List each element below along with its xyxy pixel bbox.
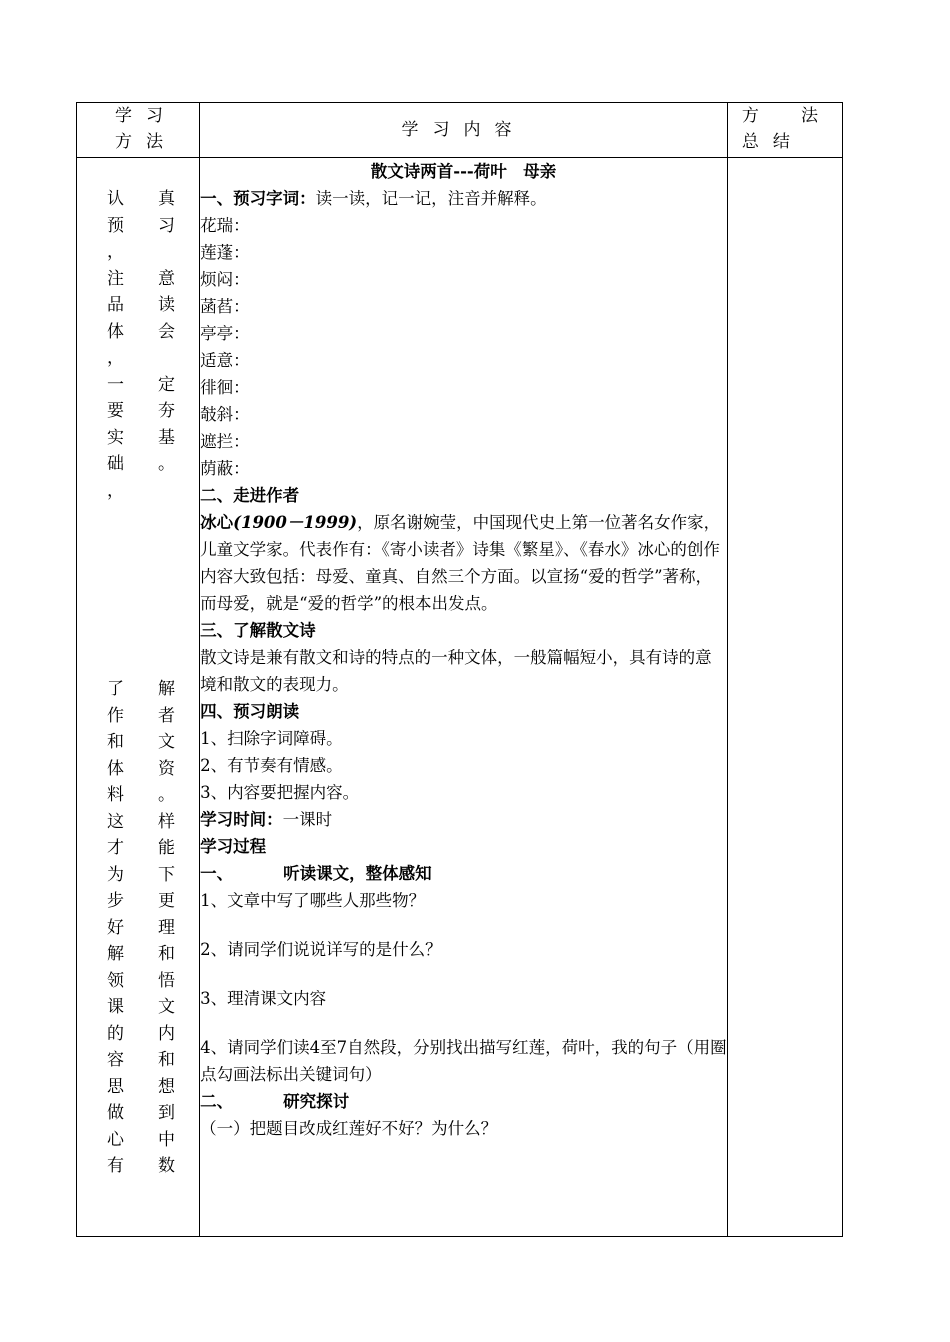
- question-3: 3、理清课文内容: [200, 989, 327, 1008]
- side-note-row: [77, 729, 175, 756]
- question-4: 4、请同学们读4至7自然段，分别找出描写红莲，荷叶，我的句子（用圈点勾画法标出关键词句）: [200, 1038, 727, 1084]
- side-note-row: [77, 319, 175, 346]
- study-time-value: 一课时: [282, 810, 333, 829]
- side-note-char: 资: [158, 758, 175, 779]
- side-note-char: 理: [158, 917, 175, 938]
- side-note-char: 中: [158, 1129, 175, 1150]
- side-note-char: 一: [107, 374, 124, 395]
- section2-heading: 二、走进作者: [200, 486, 300, 505]
- side-note-char: 意: [158, 268, 175, 289]
- side-note-char: 文: [158, 732, 175, 752]
- side-note-char: 容: [107, 1050, 124, 1070]
- side-note-char: 料: [107, 785, 124, 805]
- side-note-char: 。: [158, 454, 175, 474]
- side-note-char: 和: [158, 1050, 175, 1070]
- question-5: （一）把题目改成红莲好不好？为什么？: [200, 1119, 498, 1138]
- side-note-row: [77, 968, 175, 995]
- header-col1-line2: 方法: [115, 132, 177, 152]
- side-note-row: [77, 809, 175, 836]
- process-step-1-num: 一、: [200, 864, 234, 883]
- side-note-char: 了: [107, 679, 124, 699]
- section4-item-3: 3、内容要把握内容。: [200, 783, 360, 802]
- side-note-char: 文: [158, 997, 175, 1017]
- word-item: 适意：: [200, 351, 250, 370]
- side-note-char: 和: [107, 732, 124, 752]
- study-method-cell: [77, 158, 200, 1237]
- word-item: 徘徊：: [200, 378, 250, 397]
- side-note-char: ，: [107, 480, 124, 501]
- side-note-row: [77, 994, 175, 1021]
- author-name: 冰心: [200, 513, 234, 532]
- side-note-row: [77, 1100, 175, 1127]
- side-note-row: [77, 782, 175, 809]
- side-note-char: 内: [158, 1023, 175, 1044]
- word-item: 攲斜：: [200, 405, 250, 424]
- side-note-char: 有: [107, 1156, 124, 1176]
- word-item: 菡萏：: [200, 297, 250, 316]
- side-note-char: 作: [107, 705, 124, 726]
- section3-text: 散文诗是兼有散文和诗的特点的一种文体，一般篇幅短小，具有诗的意境和散文的表现力。: [200, 648, 712, 694]
- side-note-row: [77, 213, 175, 240]
- side-note-char: 好: [107, 917, 124, 938]
- side-note-char: ，: [107, 242, 124, 262]
- body-row: [77, 158, 843, 1237]
- section3-heading: 三、了解散文诗: [200, 621, 316, 640]
- side-note-row: [77, 266, 175, 293]
- process-step-2-num: 二、: [200, 1092, 234, 1111]
- side-note-row: [77, 425, 175, 452]
- question-1: 1、文章中写了哪些人那些物？: [200, 891, 426, 910]
- side-note-char: 课: [107, 997, 124, 1017]
- side-note-char: 想: [158, 1076, 175, 1097]
- section4-item-2: 2、有节奏有情感。: [200, 756, 343, 775]
- side-note-char: 读: [158, 295, 175, 315]
- side-note-char: 解: [107, 944, 124, 964]
- side-note-char: 认: [107, 189, 124, 209]
- side-note-char: 。: [158, 785, 175, 805]
- author-text: ，原名谢婉莹，中国现代史上第一位著名女作家，儿童文学家。代表作有：《寄小读者》诗集《繁星》、《春水》冰心的创作内容大致包括：母爱、童真、自然三个方面。以宣扬“爱的哲学”著称，而母爱，就是“爱的哲学”的根本出发点。: [200, 513, 721, 613]
- process-heading: 学习过程: [200, 837, 267, 856]
- side-note-char: 解: [158, 679, 175, 699]
- header-row: [77, 103, 843, 158]
- side-note-row: [77, 372, 175, 399]
- side-note-row: [77, 1047, 175, 1074]
- side-note-row: [77, 1153, 175, 1180]
- word-item: 烦闷：: [200, 270, 250, 289]
- side-note-char: 这: [107, 811, 124, 832]
- process-step-1-text: 听读课文，整体感知: [283, 864, 432, 883]
- side-note-char: 悟: [158, 970, 175, 991]
- side-note-char: 础: [107, 454, 124, 474]
- side-note-row: [77, 186, 175, 213]
- header-col3-a: 方: [741, 106, 759, 126]
- side-note-char: 要: [107, 401, 124, 421]
- side-note-char: 会: [158, 321, 175, 342]
- side-note-char: 为: [107, 864, 124, 885]
- side-note-char: ，: [107, 348, 124, 368]
- header-col3-b: 法: [801, 106, 818, 126]
- side-note-char: 体: [107, 321, 124, 342]
- process-step-2-text: 研究探讨: [283, 1092, 350, 1111]
- lesson-plan-table: [76, 102, 843, 1237]
- side-note-char: 体: [107, 758, 124, 779]
- word-item: 亭亭：: [200, 324, 250, 343]
- side-note-char: 步: [107, 891, 124, 911]
- side-note-row: [77, 239, 175, 266]
- side-note-row: [77, 862, 175, 889]
- side-note-char: 更: [158, 891, 175, 911]
- side-note-row: [77, 398, 175, 425]
- side-note-char: 下: [158, 864, 175, 885]
- question-2: 2、请同学们说说详写的是什么？: [200, 940, 442, 959]
- header-study-content: 学习内容: [200, 103, 728, 158]
- side-note-char: 实: [107, 427, 124, 448]
- section-preview-words: [200, 185, 727, 212]
- process-step-2: [200, 1088, 727, 1115]
- word-item: 莲蓬：: [200, 243, 250, 262]
- word-list: [200, 212, 727, 482]
- side-note-row: [77, 451, 175, 478]
- side-note-char: 样: [158, 811, 175, 832]
- side-note-char: 领: [107, 970, 124, 991]
- section4-item-1: 1、扫除字词障碍。: [200, 729, 343, 748]
- side-note-char: 数: [158, 1156, 175, 1176]
- side-note-char: 才: [107, 838, 124, 858]
- side-note-row: [77, 292, 175, 319]
- side-note-char: 定: [158, 374, 175, 395]
- study-content-cell: [200, 158, 728, 1237]
- header-method-summary: [727, 103, 842, 158]
- study-time: [200, 806, 727, 833]
- side-note-char: 心: [107, 1129, 124, 1150]
- side-note-char: 者: [158, 705, 175, 726]
- side-note-row: [77, 888, 175, 915]
- side-note-char: 思: [107, 1076, 124, 1097]
- side-note-row: [77, 756, 175, 783]
- side-note-char: 的: [107, 1023, 124, 1044]
- side-note-char: 和: [158, 944, 175, 964]
- side-note-row: [77, 1021, 175, 1048]
- side-note-author: [77, 504, 199, 1180]
- side-note-char: 基: [158, 427, 175, 448]
- word-item: 荫蔽：: [200, 459, 250, 478]
- side-note-preview: [77, 158, 199, 504]
- side-note-row: [77, 941, 175, 968]
- side-note-row: [77, 915, 175, 942]
- header-col3-line2: 总结: [741, 132, 804, 152]
- side-note-row: [77, 835, 175, 862]
- side-note-char: 能: [158, 838, 175, 858]
- header-col1-line1: 学习: [115, 106, 177, 126]
- section1-heading: 一、预习字词：: [200, 189, 316, 208]
- side-note-row: [77, 1074, 175, 1101]
- side-note-row: [77, 703, 175, 730]
- author-intro: [200, 509, 727, 617]
- side-note-char: 预: [107, 215, 124, 236]
- side-note-char: 做: [107, 1103, 124, 1123]
- side-note-row: [77, 1127, 175, 1154]
- side-note-row: [77, 478, 175, 505]
- process-step-1: [200, 860, 727, 887]
- method-summary-cell: [727, 158, 842, 1237]
- side-note-row: [77, 676, 175, 703]
- side-note-char: 夯: [158, 401, 175, 421]
- side-note-char: 习: [158, 215, 175, 236]
- word-item: 遮拦：: [200, 432, 250, 451]
- side-note-char: 真: [158, 189, 175, 209]
- study-time-label: 学习时间：: [200, 810, 283, 829]
- side-note-char: 注: [107, 268, 124, 289]
- side-note-char: 品: [107, 295, 124, 315]
- author-years: (1900－1999): [233, 513, 358, 532]
- lesson-title: 散文诗两首---荷叶 母亲: [370, 162, 557, 181]
- header-study-method: [77, 103, 200, 158]
- word-item: 花瑞：: [200, 216, 250, 235]
- side-note-char: 到: [158, 1103, 175, 1123]
- section4-heading: 四、预习朗读: [200, 702, 300, 721]
- side-note-row: [77, 345, 175, 372]
- section1-text: 读一读，记一记，注音并解释。: [315, 189, 547, 208]
